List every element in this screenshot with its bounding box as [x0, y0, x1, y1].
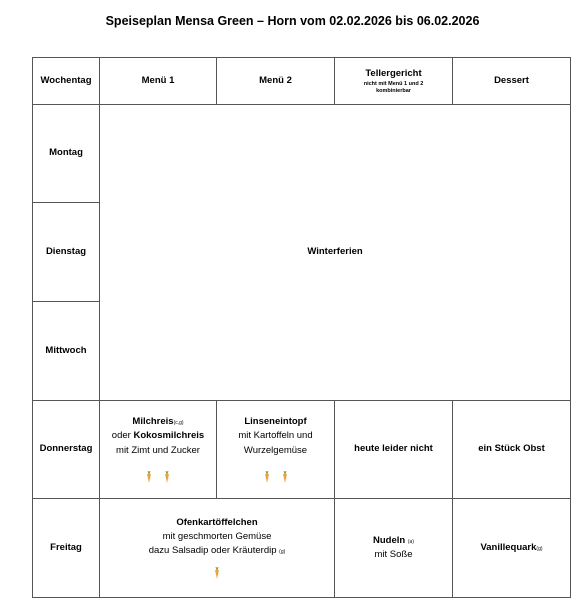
friday-menu-tag: (g): [279, 549, 286, 556]
thursday-menu2: [217, 401, 335, 499]
thursday-dessert: ein Stück Obst: [453, 401, 571, 499]
day-monday: Montag: [33, 105, 100, 203]
thursday-menu1-tag: (c,g): [173, 420, 184, 427]
thursday-menu1-or: oder: [111, 430, 131, 442]
friday-teller-line2: mit Soße: [374, 549, 413, 560]
header-dessert: Dessert: [453, 58, 571, 105]
friday-menu-line3: dazu Salsadip oder Kräuterdip: [148, 545, 277, 557]
page-title: Speiseplan Mensa Green – Horn vom 02.02.2026 bis 06.02.2026: [105, 14, 480, 28]
thursday-menu1-name1: Milchreis: [132, 416, 174, 428]
header-menu1: Menü 1: [100, 58, 217, 105]
day-wednesday: Mittwoch: [33, 302, 100, 401]
header-day: Wochentag: [33, 58, 100, 105]
thursday-menu2-line3: Wurzelgemüse: [243, 444, 308, 456]
thursday-menu2-name: Linseneintopf: [244, 416, 307, 428]
thursday-menu1-name2: Kokosmilchreis: [133, 430, 205, 442]
header-teller: [335, 58, 453, 105]
header-teller-note-1: nicht mit Menü 1 und 2: [363, 80, 424, 87]
thursday-menu1-carrots: [100, 470, 216, 484]
friday-teller-name: Nudeln: [373, 534, 406, 546]
thursday-menu2-carrots: [217, 470, 334, 484]
thursday-menu1: [100, 401, 217, 499]
menu-table: [32, 57, 571, 598]
carrot-icon: [163, 470, 171, 484]
day-tuesday: Dienstag: [33, 203, 100, 302]
day-thursday: Donnerstag: [33, 401, 100, 499]
carrot-icon: [145, 470, 153, 484]
carrot-icon: [213, 566, 221, 580]
row-thursday: [33, 401, 571, 499]
carrot-icon: [281, 470, 289, 484]
friday-menu-line2: mit geschmorten Gemüse: [162, 530, 272, 542]
row-monday: [33, 105, 571, 203]
header-row: [33, 58, 571, 105]
thursday-menu2-line2: mit Kartoffeln und: [238, 430, 313, 442]
friday-menu-name: Ofenkartöffelchen: [176, 516, 258, 528]
carrot-icon: [263, 470, 271, 484]
row-friday: [33, 499, 571, 598]
header-menu2: Menü 2: [217, 58, 335, 105]
friday-teller-tag: (a): [407, 538, 414, 545]
holiday-cell: Winterferien: [100, 105, 571, 401]
friday-dessert-tag: (g): [536, 545, 543, 552]
header-teller-label: Tellergericht: [365, 67, 422, 79]
friday-dessert: [453, 499, 571, 598]
friday-menu-carrots: [100, 566, 334, 580]
thursday-teller: heute leider nicht: [335, 401, 453, 499]
friday-menu: [100, 499, 335, 598]
day-friday: Freitag: [33, 499, 100, 598]
thursday-menu1-line3: mit Zimt und Zucker: [116, 444, 200, 456]
header-teller-note-2: kombinierbar: [376, 88, 411, 95]
friday-teller: [335, 499, 453, 598]
friday-dessert-name: Vanillequark: [480, 541, 537, 553]
